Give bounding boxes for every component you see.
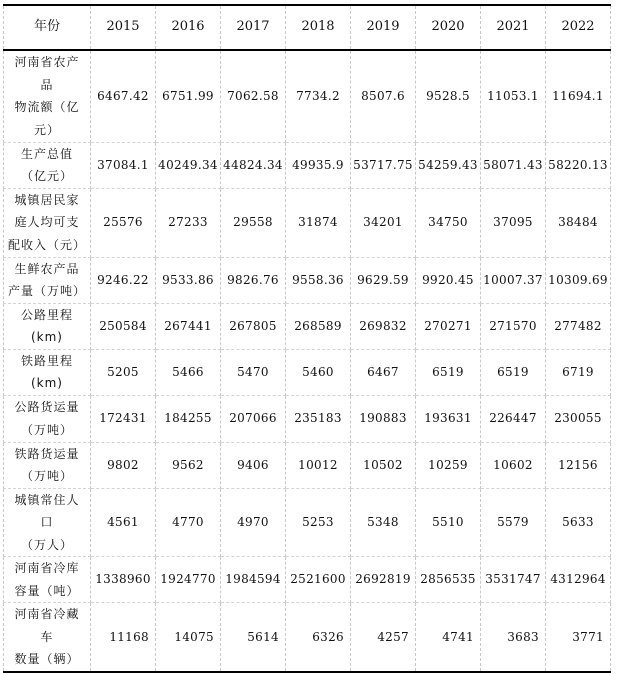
cell-value: 25576 — [91, 188, 156, 257]
cell-value: 7062.58 — [221, 50, 286, 142]
cell-value: 27233 — [156, 188, 221, 257]
row-label — [4, 303, 91, 349]
cell-value: 40249.34 — [156, 142, 221, 188]
cell-value: 6467 — [351, 349, 416, 395]
cell-value: 7734.2 — [286, 50, 351, 142]
cell-value: 9406 — [221, 442, 286, 488]
row-label-line: 河南省冷库 — [14, 561, 80, 575]
cell-value: 6467.42 — [91, 50, 156, 142]
cell-value: 6719 — [546, 349, 611, 395]
cell-value: 270271 — [416, 303, 481, 349]
cell-value: 193631 — [416, 395, 481, 442]
cell-value: 37095 — [481, 188, 546, 257]
row-label-line: 物流额（亿 — [14, 100, 80, 115]
table-row — [4, 557, 611, 603]
data-table — [3, 4, 611, 673]
cell-value: 8507.6 — [351, 50, 416, 142]
cell-value: 5579 — [481, 488, 546, 557]
cell-value: 2856535 — [416, 557, 481, 603]
cell-value: 44824.34 — [221, 142, 286, 188]
cell-value: 5510 — [416, 488, 481, 557]
row-label-line: 元） — [33, 122, 60, 137]
cell-value: 14075 — [156, 603, 221, 672]
cell-value: 4770 — [156, 488, 221, 557]
cell-value: 6751.99 — [156, 50, 221, 142]
cell-value: 10602 — [481, 442, 546, 488]
row-label-line: 配收入（元） — [7, 237, 86, 252]
row-label-line: 铁路里程 — [20, 353, 73, 368]
cell-value: 3531747 — [481, 557, 546, 603]
row-label — [4, 188, 91, 257]
cell-value: 267441 — [156, 303, 221, 349]
cell-value: 5205 — [91, 349, 156, 395]
cell-value: 9562 — [156, 442, 221, 488]
cell-value: 5460 — [286, 349, 351, 395]
header-year: 2017 — [221, 5, 286, 50]
cell-value: 11168 — [91, 603, 156, 672]
row-label-line: （万吨） — [20, 469, 73, 483]
header-year: 2016 — [156, 5, 221, 50]
cell-value: 9558.36 — [286, 257, 351, 303]
cell-value: 5466 — [156, 349, 221, 395]
header-year: 2019 — [351, 5, 416, 50]
cell-value: 10309.69 — [546, 257, 611, 303]
table-row — [4, 303, 611, 349]
cell-value: 226447 — [481, 395, 546, 442]
row-label-line: 生产总值 — [20, 146, 73, 161]
row-label-line: 品 — [40, 77, 54, 92]
cell-value: 250584 — [91, 303, 156, 349]
cell-value: 3771 — [546, 603, 611, 672]
row-label-line: （亿元） — [20, 169, 73, 183]
header-year: 2021 — [481, 5, 546, 50]
cell-value: 269832 — [351, 303, 416, 349]
cell-value: 10259 — [416, 442, 481, 488]
cell-value: 2521600 — [286, 557, 351, 603]
cell-value: 34201 — [351, 188, 416, 257]
cell-value: 29558 — [221, 188, 286, 257]
cell-value: 10012 — [286, 442, 351, 488]
cell-value: 1338960 — [91, 557, 156, 603]
row-label — [4, 395, 91, 442]
header-year: 2015 — [91, 5, 156, 50]
cell-value: 207066 — [221, 395, 286, 442]
row-label-line: 口 — [40, 515, 54, 529]
cell-value: 11053.1 — [481, 50, 546, 142]
table-row — [4, 395, 611, 442]
table-row — [4, 50, 611, 142]
cell-value: 31874 — [286, 188, 351, 257]
row-label-line: 城镇常住人 — [14, 492, 80, 507]
row-label — [4, 442, 91, 488]
cell-value: 58220.13 — [546, 142, 611, 188]
cell-value: 4257 — [351, 603, 416, 672]
cell-value: 4741 — [416, 603, 481, 672]
cell-value: 1924770 — [156, 557, 221, 603]
cell-value: 49935.9 — [286, 142, 351, 188]
table-row — [4, 142, 611, 188]
row-label — [4, 142, 91, 188]
cell-value: 9826.76 — [221, 257, 286, 303]
row-label — [4, 603, 91, 672]
cell-value: 5253 — [286, 488, 351, 557]
cell-value: 5633 — [546, 488, 611, 557]
row-label-line: 城镇居民家 — [14, 192, 80, 207]
cell-value: 267805 — [221, 303, 286, 349]
row-label-line: 公路里程 — [20, 307, 73, 322]
cell-value: 230055 — [546, 395, 611, 442]
cell-value: 2692819 — [351, 557, 416, 603]
row-label-line: (km) — [30, 376, 63, 390]
cell-value: 34750 — [416, 188, 481, 257]
cell-value: 9629.59 — [351, 257, 416, 303]
cell-value: 9920.45 — [416, 257, 481, 303]
row-label-line: 容量（吨） — [14, 583, 80, 598]
row-label-line: 数量（辆） — [14, 652, 80, 666]
cell-value: 37084.1 — [91, 142, 156, 188]
cell-value: 172431 — [91, 395, 156, 442]
cell-value: 9246.22 — [91, 257, 156, 303]
row-label-line: 公路货运量 — [14, 400, 80, 414]
row-label — [4, 488, 91, 557]
header-year: 2018 — [286, 5, 351, 50]
cell-value: 268589 — [286, 303, 351, 349]
row-label-line: 产量（万吨） — [7, 284, 86, 298]
cell-value: 10007.37 — [481, 257, 546, 303]
cell-value: 5614 — [221, 603, 286, 672]
table-row — [4, 188, 611, 257]
cell-value: 4561 — [91, 488, 156, 557]
table-row — [4, 257, 611, 303]
row-label-line: (km) — [30, 330, 63, 344]
cell-value: 54259.43 — [416, 142, 481, 188]
cell-value: 5348 — [351, 488, 416, 557]
header-row — [4, 5, 611, 50]
cell-value: 58071.43 — [481, 142, 546, 188]
table-row — [4, 442, 611, 488]
cell-value: 6519 — [416, 349, 481, 395]
cell-value: 38484 — [546, 188, 611, 257]
cell-value: 5470 — [221, 349, 286, 395]
cell-value: 235183 — [286, 395, 351, 442]
cell-value: 3683 — [481, 603, 546, 672]
cell-value: 277482 — [546, 303, 611, 349]
row-label — [4, 349, 91, 395]
cell-value: 9802 — [91, 442, 156, 488]
row-label-line: 河南省农产 — [14, 55, 80, 70]
header-year: 2020 — [416, 5, 481, 50]
row-label-line: 庭人均可支 — [14, 215, 80, 230]
row-label-line: （万吨） — [20, 422, 73, 437]
cell-value: 9533.86 — [156, 257, 221, 303]
cell-value: 184255 — [156, 395, 221, 442]
table-row — [4, 488, 611, 557]
cell-value: 190883 — [351, 395, 416, 442]
row-label-line: （万人） — [20, 537, 73, 552]
cell-value: 53717.75 — [351, 142, 416, 188]
row-label-line: 生鲜农产品 — [14, 261, 80, 276]
row-label — [4, 557, 91, 603]
row-label — [4, 257, 91, 303]
cell-value: 4312964 — [546, 557, 611, 603]
row-label-line: 铁路货运量 — [14, 446, 80, 461]
cell-value: 10502 — [351, 442, 416, 488]
row-label-line: 河南省冷藏 — [14, 607, 80, 621]
row-label-line: 车 — [40, 629, 54, 644]
table-row — [4, 603, 611, 672]
cell-value: 1984594 — [221, 557, 286, 603]
row-label — [4, 50, 91, 142]
cell-value: 12156 — [546, 442, 611, 488]
header-year: 2022 — [546, 5, 611, 50]
cell-value: 6519 — [481, 349, 546, 395]
header-year-label: 年份 — [4, 5, 91, 50]
cell-value: 9528.5 — [416, 50, 481, 142]
cell-value: 271570 — [481, 303, 546, 349]
cell-value: 6326 — [286, 603, 351, 672]
table-row — [4, 349, 611, 395]
cell-value: 11694.1 — [546, 50, 611, 142]
cell-value: 4970 — [221, 488, 286, 557]
